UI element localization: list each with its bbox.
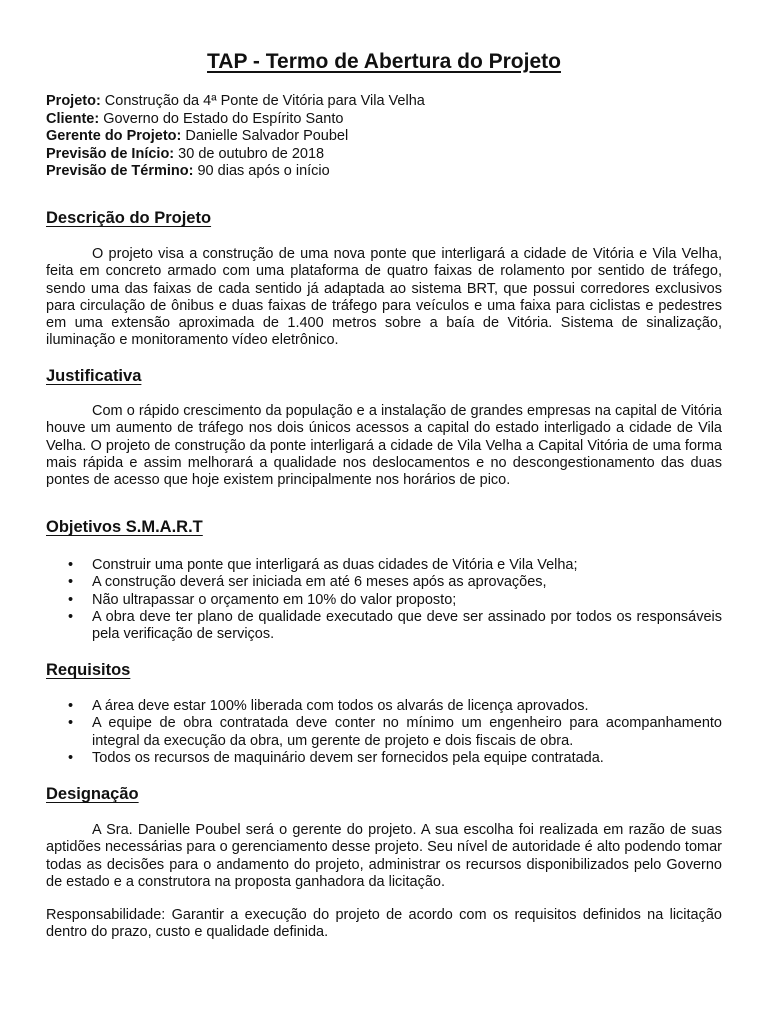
paragraph-designacao: A Sra. Danielle Poubel será o gerente do projeto. A sua escolha foi realizada em razão de suas aptidões necessárias para o gerenciamento desse projeto. Seu nível de autoridade é alto podendo tomar todas as decisões para o andamento do projeto, administrar os recursos disponibilizados pelo Governo de estado e a construtora na proposta ganhadora da licitação. (46, 822, 722, 890)
section-heading-justificativa: Justificativa (46, 367, 142, 385)
list-item: • A obra deve ter plano de qualidade executado que deve ser assinado por todos os responsáveis pela verificação de serviços. (46, 609, 722, 644)
section-heading-objetivos: Objetivos S.M.A.R.T (46, 518, 203, 536)
section-heading-designacao: Designação (46, 785, 139, 803)
project-meta (46, 93, 425, 181)
list-item: • A área deve estar 100% liberada com todos os alvarás de licença aprovados. (46, 698, 722, 715)
meta-value: 30 de outubro de 2018 (174, 145, 325, 162)
paragraph-responsabilidade: Responsabilidade: Garantir a execução do projeto de acordo com os requisitos definidos na licitação dentro do prazo, custo e qualidade definida. (46, 907, 722, 941)
list-item: • Não ultrapassar o orçamento em 10% do valor proposto; (46, 592, 722, 609)
meta-value: 90 dias após o início (193, 163, 330, 179)
meta-row-inicio (46, 146, 425, 164)
meta-row-projeto (46, 93, 425, 111)
meta-row-gerente (46, 128, 425, 146)
meta-row-cliente (46, 111, 425, 129)
meta-label: Previsão de Início: (46, 145, 175, 162)
meta-label: Previsão de Término: (46, 163, 194, 179)
list-item: • Todos os recursos de maquinário devem ser fornecidos pela equipe contratada. (46, 750, 722, 767)
meta-label: Projeto: (46, 93, 101, 109)
paragraph-descricao: O projeto visa a construção de uma nova ponte que interligará a cidade de Vitória e Vila Velha, feita em concreto armado com uma plataforma de quatro faixas de rolamento por sentido de tráfego, sendo uma das faixas de cada sentido já adaptada ao sistema BRT, que possui corredores exclusivos para circulação de ônibus e duas faixas de tráfego para veículos e uma faixa para ciclistas e pedestres em uma extensão aproximada de 1.400 metros sobre a baía de Vitória. Sistema de sinalização, iluminação e monitoramento vídeo eletrônico. (46, 246, 722, 349)
section-heading-descricao: Descrição do Projeto (46, 209, 212, 227)
list-requisitos (46, 698, 722, 767)
meta-label: Gerente do Projeto: (46, 128, 182, 144)
section-heading-requisitos: Requisitos (46, 661, 131, 679)
meta-label: Cliente: (46, 110, 100, 127)
meta-row-termino (46, 163, 425, 181)
list-objetivos (46, 557, 722, 643)
meta-value: Construção da 4ª Ponte de Vitória para Vila Velha (100, 93, 425, 109)
meta-value: Governo do Estado do Espírito Santo (99, 110, 344, 127)
document-title: TAP - Termo de Abertura do Projeto (207, 50, 561, 73)
paragraph-justificativa: Com o rápido crescimento da população e a instalação de grandes empresas na capital de Vitória houve um aumento de tráfego nos dois únicos acessos a capital do estado interligado a cidade de Vila Velha. O projeto de construção da ponte interligará a cidade de Vila Velha a Capital Vitória de uma forma mais rápida e assim melhorará a qualidade nos deslocamentos e no descongestionamento das duas pontes de acesso que hoje existem principalmente nos horários de pico. (46, 403, 722, 489)
list-item: • A equipe de obra contratada deve conter no mínimo um engenheiro para acompanhamento integral da execução da obra, um gerente de projeto e dois fiscais de obra. (46, 715, 722, 750)
list-item: • Construir uma ponte que interligará as duas cidades de Vitória e Vila Velha; (46, 557, 722, 574)
list-item: • A construção deverá ser iniciada em até 6 meses após as aprovações, (46, 574, 722, 591)
meta-value: Danielle Salvador Poubel (181, 128, 349, 144)
